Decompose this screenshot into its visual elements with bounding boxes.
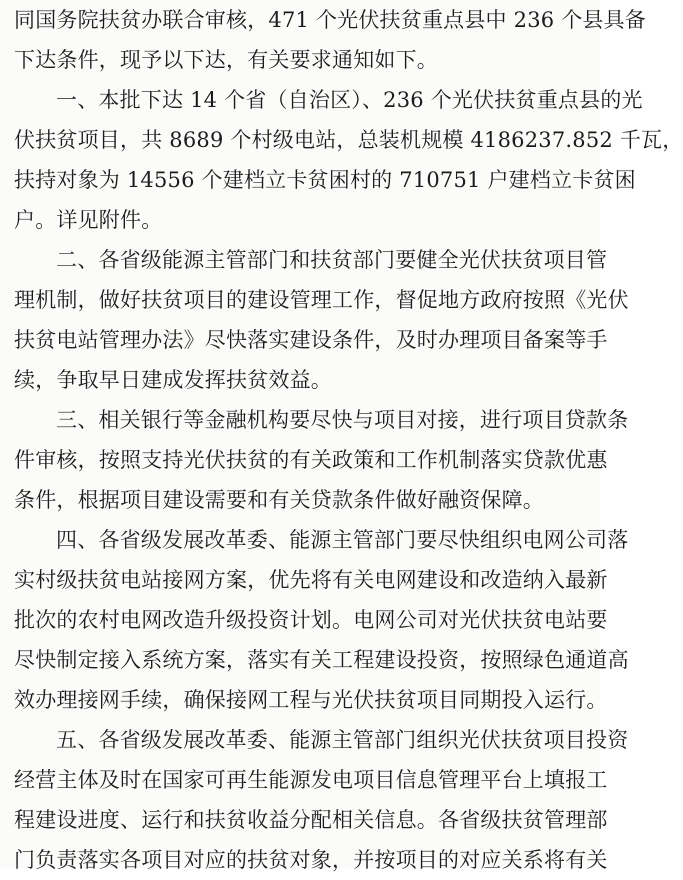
paragraph-4-line-1: 四、各省级发展改革委、能源主管部门要尽快组织电网公司落 (56, 528, 629, 552)
paragraph-1-line-3: 扶持对象为 14556 个建档立卡贫困村的 710751 户建档立卡贫困 (14, 168, 636, 192)
text-line-1: 同国务院扶贫办联合审核，471 个光伏扶贫重点县中 236 个县具备 (14, 8, 646, 32)
paragraph-2-line-2: 理机制，做好扶贫项目的建设管理工作，督促地方政府按照《光伏 (14, 288, 629, 312)
paragraph-5-line-1: 五、各省级发展改革委、能源主管部门组织光伏扶贫项目投资 (56, 728, 629, 752)
paragraph-4-line-3: 批次的农村电网改造升级投资计划。电网公司对光伏扶贫电站要 (14, 608, 608, 632)
paragraph-4-line-5: 效办理接网手续，确保接网工程与光伏扶贫项目同期投入运行。 (14, 688, 608, 712)
paragraph-2-line-3: 扶贫电站管理办法》尽快落实建设条件，及时办理项目备案等手 (14, 328, 608, 352)
paragraph-3-line-1: 三、相关银行等金融机构要尽快与项目对接，进行项目贷款条 (56, 408, 629, 432)
paragraph-3-line-3: 条件，根据项目建设需要和有关贷款条件做好融资保障。 (14, 488, 544, 512)
paragraph-1-line-1: 一、本批下达 14 个省（自治区）、236 个光伏扶贫重点县的光 (56, 88, 643, 112)
paragraph-3-line-2: 件审核，按照支持光伏扶贫的有关政策和工作机制落实贷款优惠 (14, 448, 608, 472)
paragraph-5-line-4: 门负责落实各项目对应的扶贫对象，并按项目的对应关系将有关 (14, 848, 608, 872)
paragraph-1-line-2: 伏扶贫项目，共 8689 个村级电站，总装机规模 4186237.852 千瓦， (14, 128, 683, 152)
paragraph-2-line-4: 续，争取早日建成发挥扶贫效益。 (14, 368, 332, 392)
paragraph-2-line-1: 二、各省级能源主管部门和扶贫部门要健全光伏扶贫项目管 (56, 248, 608, 272)
paragraph-1-line-4: 户。详见附件。 (14, 208, 163, 232)
text-line-2: 下达条件，现予以下达，有关要求通知如下。 (14, 48, 438, 72)
paragraph-4-line-4: 尽快制定接入系统方案，落实有关工程建设投资，按照绿色通道高 (14, 648, 629, 672)
paragraph-5-line-3: 程建设进度、运行和扶贫收益分配相关信息。各省级扶贫管理部 (14, 808, 608, 832)
paragraph-4-line-2: 实村级扶贫电站接网方案，优先将有关电网建设和改造纳入最新 (14, 568, 608, 592)
paragraph-5-line-2: 经营主体及时在国家可再生能源发电项目信息管理平台上填报工 (14, 768, 608, 792)
